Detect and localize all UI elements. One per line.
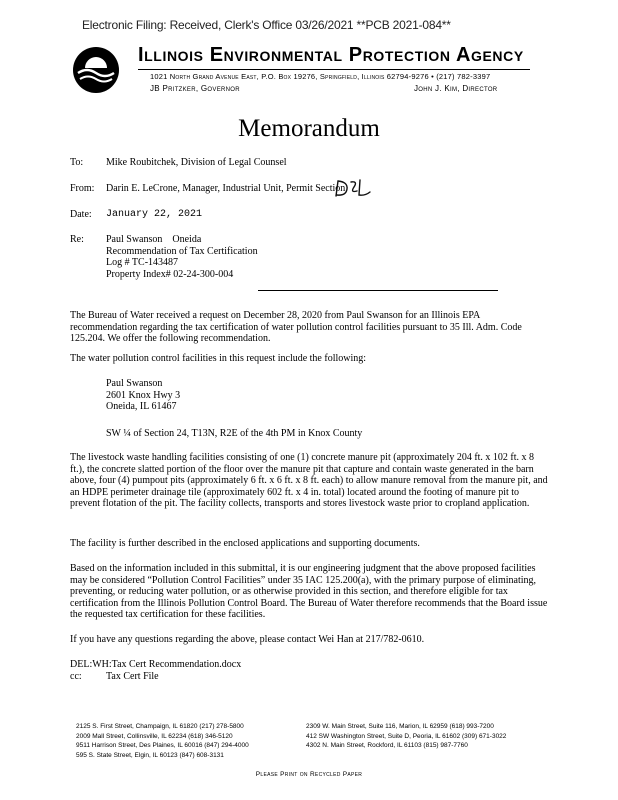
separator-line bbox=[258, 290, 498, 291]
owner-line: Paul Swanson bbox=[106, 378, 163, 389]
to-label: To: bbox=[70, 157, 84, 168]
paragraph-request: The Bureau of Water received a request on December 28, 2020 from Paul Swanson for an Illinois EPA recommendation regarding the tax certification of water pollution control facilities pursuant to 35 Ill. Adm. Code 125.204. We offer the following recommendation. bbox=[70, 310, 522, 344]
office-address: 2009 Mall Street, Collinsville, IL 62234 (618) 346-5120 bbox=[76, 732, 233, 740]
office-address: 412 SW Washington Street, Suite D, Peoria, IL 61602 (309) 671-3022 bbox=[306, 732, 507, 740]
file-reference: DEL:WH:Tax Cert Recommendation.docx bbox=[70, 659, 242, 670]
initials-signature-icon bbox=[332, 176, 376, 200]
from-value: Darin E. LeCrone, Manager, Industrial Unit, Permit Section bbox=[106, 183, 346, 194]
cc-label: cc: bbox=[70, 671, 82, 682]
to-value: Mike Roubitchek, Division of Legal Counsel bbox=[106, 157, 287, 168]
date-label: Date: bbox=[70, 209, 92, 220]
memo-title: Memorandum bbox=[238, 115, 380, 142]
re-line: Log # TC-143487 bbox=[106, 257, 179, 268]
owner-line: Oneida, IL 61467 bbox=[106, 401, 177, 412]
office-address: 2309 W. Main Street, Suite 116, Marion, IL 62959 (618) 993-7200 bbox=[306, 723, 494, 730]
legal-location: SW ¼ of Section 24, T13N, R2E of the 4th PM in Knox County bbox=[106, 428, 363, 439]
electronic-filing-stamp: Electronic Filing: Received, Clerk's Office 03/26/2021 **PCB 2021-084** bbox=[82, 18, 451, 32]
re-line: Property Index# 02-24-300-004 bbox=[106, 268, 234, 280]
from-label: From: bbox=[70, 183, 95, 194]
regional-offices-left bbox=[76, 722, 249, 760]
iepa-logo-icon bbox=[72, 46, 120, 94]
director-name: John J. Kim, Director bbox=[414, 84, 498, 93]
re-label: Re: bbox=[70, 234, 84, 245]
re-block bbox=[106, 234, 258, 280]
owner-address bbox=[106, 378, 180, 413]
date-value: January 22, 2021 bbox=[106, 209, 203, 220]
paragraph-facility-description: The livestock waste handling facilities consisting of one (1) concrete manure pit (approximately 204 ft. x 102 ft. x 8 ft.), the concrete slatted portion of the floor over the manure pit that capture and contain waste generated in the barn above, four (4) pumpout pits (approximately 6 ft. x 6 ft. x 8 ft. each) to allow manure removal from the manure pit, and an HDPE perimeter drainage tile (approximately 602 ft. x 4 in. total) located around the footing of manure pit to prevent flotation of the pit. The facility collects, transports and stores livestock waste prior to cropland application. bbox=[70, 452, 548, 509]
re-line: Paul Swanson Oneida bbox=[106, 234, 202, 245]
agency-address: 1021 North Grand Avenue East, P.O. Box 19276, Springfield, Illinois 62794-9276 • (217) 782-3397 bbox=[150, 72, 491, 81]
owner-line: 2601 Knox Hwy 3 bbox=[106, 389, 181, 401]
regional-offices-right bbox=[306, 722, 506, 751]
re-line: Recommendation of Tax Certification bbox=[106, 245, 258, 257]
paragraph-contact: If you have any questions regarding the above, please contact Wei Han at 217/782-0610. bbox=[70, 634, 425, 645]
paragraph-facilities-intro: The water pollution control facilities in this request include the following: bbox=[70, 353, 367, 364]
office-address: 4302 N. Main Street, Rockford, IL 61103 (815) 987-7760 bbox=[306, 742, 468, 749]
letterhead-rule bbox=[138, 69, 530, 70]
cc-value: Tax Cert File bbox=[106, 671, 159, 682]
office-address: 595 S. State Street, Elgin, IL 60123 (847) 608-3131 bbox=[76, 751, 224, 759]
paragraph-engineering-judgment: Based on the information included in this submittal, it is our engineering judgment that the above proposed facilities may be considered “Pollution Control Facilities” under 35 IAC 125.200(a), with the primary purpose of eliminating, preventing, or reducing water pollution, or as otherwise provided in this section, and therefore eligible for tax certification from the Illinois Pollution Control Board. The Bureau of Water therefore recommends that the Board issue the requested tax certification for these facilities. bbox=[70, 563, 548, 620]
agency-name: Illinois Environmental Protection Agency bbox=[138, 44, 524, 66]
paragraph-further-described: The facility is further described in the enclosed applications and supporting documents. bbox=[70, 538, 420, 549]
office-address: 9511 Harrison Street, Des Plaines, IL 60016 (847) 294-4000 bbox=[76, 742, 249, 749]
governor-name: JB Pritzker, Governor bbox=[150, 84, 240, 93]
office-address: 2125 S. First Street, Champaign, IL 61820 (217) 278-5800 bbox=[76, 723, 244, 730]
recycled-paper-note: Please Print on Recycled Paper bbox=[255, 771, 363, 778]
